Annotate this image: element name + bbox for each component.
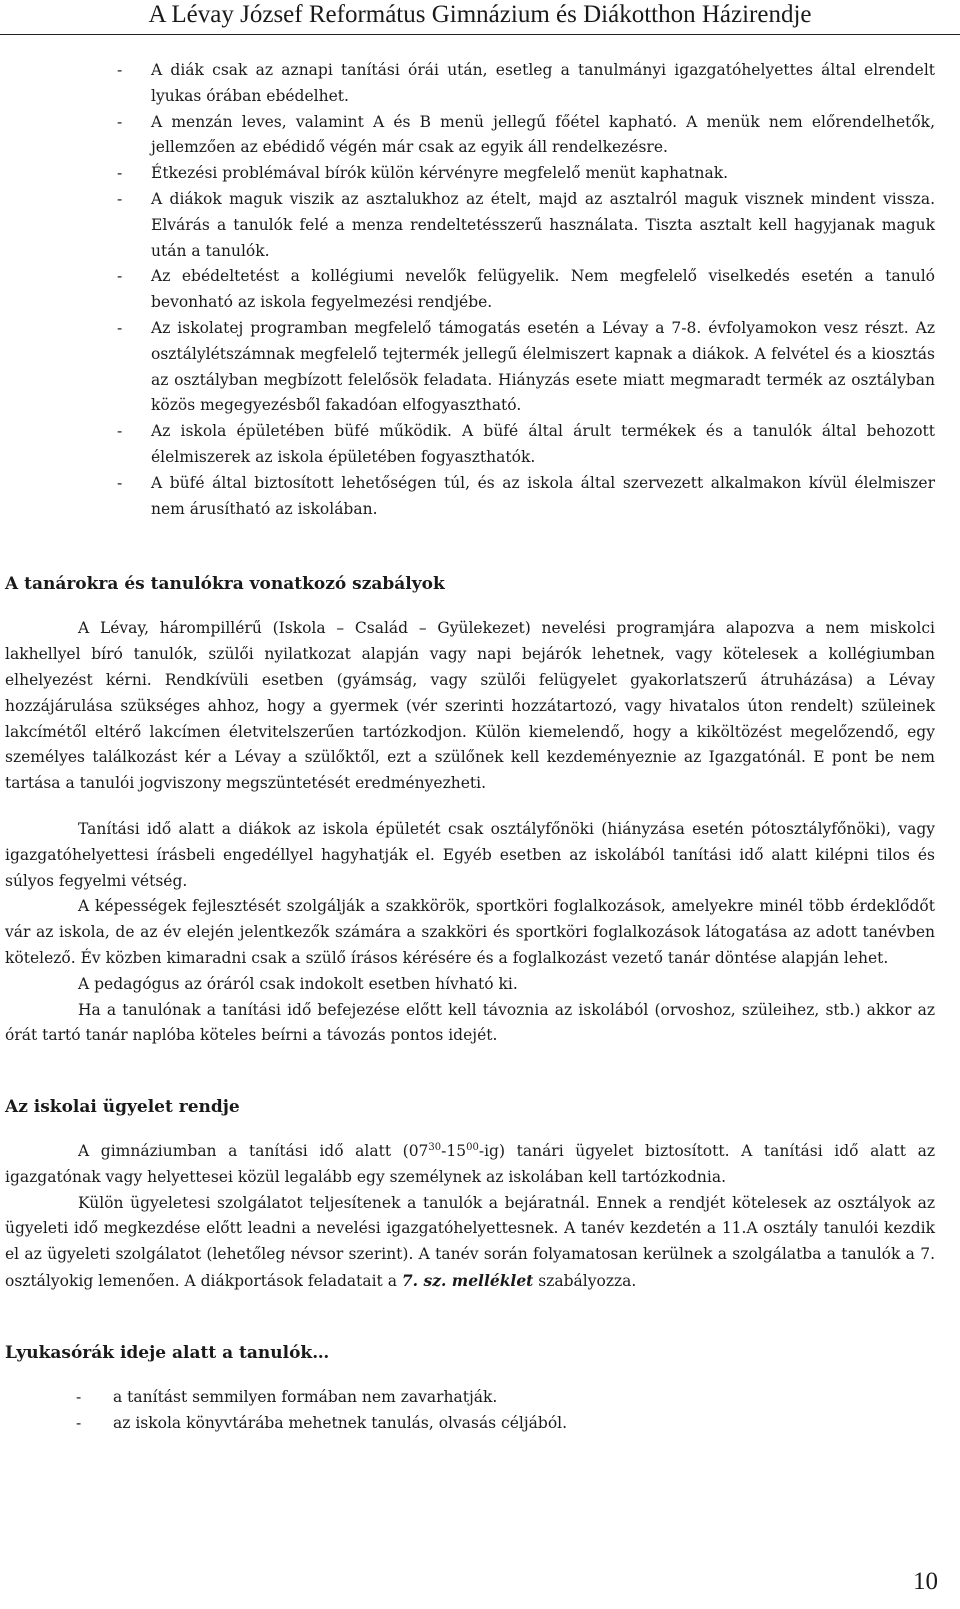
paragraph: A képességek fejlesztését szolgálják a szakkörök, sportköri foglalkozások, amelyekre minél több érdeklődőt vár az iskola, de az év elején jelentkezők számára a szakköri és sportköri foglalkozások látogatása az adott tanévben kötelező. Év közben kimaradni csak a szülő írásos kérésére és a foglalkozást vezető tanár döntése alapján lehet.: [5, 897, 935, 967]
list-item: - az iskola könyvtárába mehetnek tanulás, olvasás céljából.: [76, 1413, 568, 1432]
paragraph: Ha a tanulónak a tanítási idő befejezése előtt kell távoznia az iskolából (orvoshoz, szüleihez, stb.) akkor az órát tartó tanár naplóba köteles beírni a távozás pontos idejét.: [5, 1000, 935, 1045]
section-heading-rules: A tanárokra és tanulókra vonatkozó szabályok: [5, 574, 445, 595]
annex-reference: 7. sz. melléklet: [401, 1271, 534, 1291]
section-heading-free-periods: Lyukasórák ideje alatt a tanulók…: [5, 1342, 330, 1363]
paragraph: Külön ügyeletesi szolgálatot teljesítenek a tanulók a bejáratnál. Ennek a rendjét kötelesek az osztályok az ügyeleti idő megkezdése előtt leadni a nevelési igazgatóhelyettesnek. A tanév kezdetén a 11.A osztály tanulói kezdik el az ügyeleti szolgálatot (lehetőleg névsor szerint). A tanév során folyamatosan kerülnek a szolgálatba a tanulók a 7. osztályokig lemenően. A diákportások feladatait a 7. sz. melléklet szabályozza.: [5, 1193, 935, 1291]
list-item: - Étkezési problémával bírók külön kérvényre megfelelő menüt kaphatnak.: [117, 164, 729, 183]
list-item: - Az iskola épületében büfé működik. A büfé által árult termékek és a tanulók által behozott élelmiszerek az iskola épületében fogyaszthatók.: [117, 422, 935, 466]
free-period-list: [5, 1385, 935, 1437]
list-item: - a tanítást semmilyen formában nem zavarhatják.: [76, 1387, 498, 1406]
paragraph: A Lévay, hárompillérű (Iskola – Család – Gyülekezet) nevelési programjára alapozva a nem miskolci lakhellyel bíró tanulók, szülői nyilatkozat alapján vagy napi bejárók lehetnek, vagy kötelesek a kollégiumban elhelyezést kérni. Rendkívüli esetben (gyámság, vagy szülői felügyelet gyakorlatszerű átruházása) a Lévay hozzájárulása szükséges ahhoz, hogy a gyermek (vér szerinti hozzátartozó, vagy hivatalos úton rendelt) szüleinek lakcímétől eltérő lakcímen életvitelszerűen tartózkodjon. Külön kiemelendő, hogy a kiköltözést megelőzendő, egy személyes találkozást kér a Lévay a szülőktől, ezt a szülőnek kell kezdeményeznie az Igazgatónál. E pont be nem tartása a tanulói jogviszony megszüntetését eredményezheti.: [5, 619, 935, 793]
page-number: 10: [913, 1568, 938, 1595]
list-item: - A menzán leves, valamint A és B menü jellegű főétel kapható. A menük nem előrendelhetők, jellemzően az ebédidő végén már csak az egyik áll rendelkezésre.: [117, 112, 935, 157]
section-heading-duty: Az iskolai ügyelet rendje: [5, 1097, 240, 1118]
list-item: - A büfé által biztosított lehetőségen túl, és az iskola által szervezett alkalmakon kívül élelmiszer nem árusítható az iskolában.: [117, 473, 935, 518]
page-content: [5, 58, 935, 1436]
header-title: A Lévay József Református Gimnázium és Diákotthon Házirendje: [148, 1, 812, 28]
running-header: [0, 0, 960, 35]
paragraph: A gimnáziumban a tanítási idő alatt $(07^{30}-15^{00}-ig)$ tanári ügyelet biztosított. A tanítási idő alatt az igazgatónak vagy helyettesei közül legalább egy személynek az iskolában kell tartózkodnia.: [5, 1141, 935, 1186]
list-item: - Az ebédeltetést a kollégiumi nevelők felügyelik. Nem megfelelő viselkedés esetén a tanuló bevonható az iskola fegyelmezési rendjébe.: [117, 267, 935, 312]
list-item: - A diák csak az aznapi tanítási órái után, esetleg a tanulmányi igazgatóhelyettes által elrendelt lyukas órában ebédelhet.: [117, 61, 935, 105]
list-item: - Az iskolatej programban megfelelő támogatás esetén a Lévay a 7-8. évfolyamokon vesz részt. Az osztálylétszámnak megfelelő tejtermék jellegű élelmiszert kapnak a diákok. A felvétel és a kiosztás az osztályban megbízott felelősök feladata. Hiányzás esete miatt megmaradt termék az osztályban közös megegyezésből fakadóan elfogyasztható.: [117, 318, 935, 415]
menza-rules-list: [5, 58, 935, 522]
paragraph: Tanítási idő alatt a diákok az iskola épületét csak osztályfőnöki (hiányzása esetén pótosztályfőnöki), vagy igazgatóhelyettesi írásbeli engedéllyel hagyhatják el. Egyéb esetben az iskolából tanítási idő alatt kilépni tilos és súlyos fegyelmi vétség.: [5, 819, 935, 890]
paragraph: A pedagógus az óráról csak indokolt esetben hívható ki.: [78, 974, 518, 993]
list-item: - A diákok maguk viszik az asztalukhoz az ételt, majd az asztalról maguk visznek mindent vissza. Elvárás a tanulók felé a menza rendeltetésszerű használata. Tiszta asztalt kell hagyjanak maguk után a tanulók.: [117, 189, 935, 260]
